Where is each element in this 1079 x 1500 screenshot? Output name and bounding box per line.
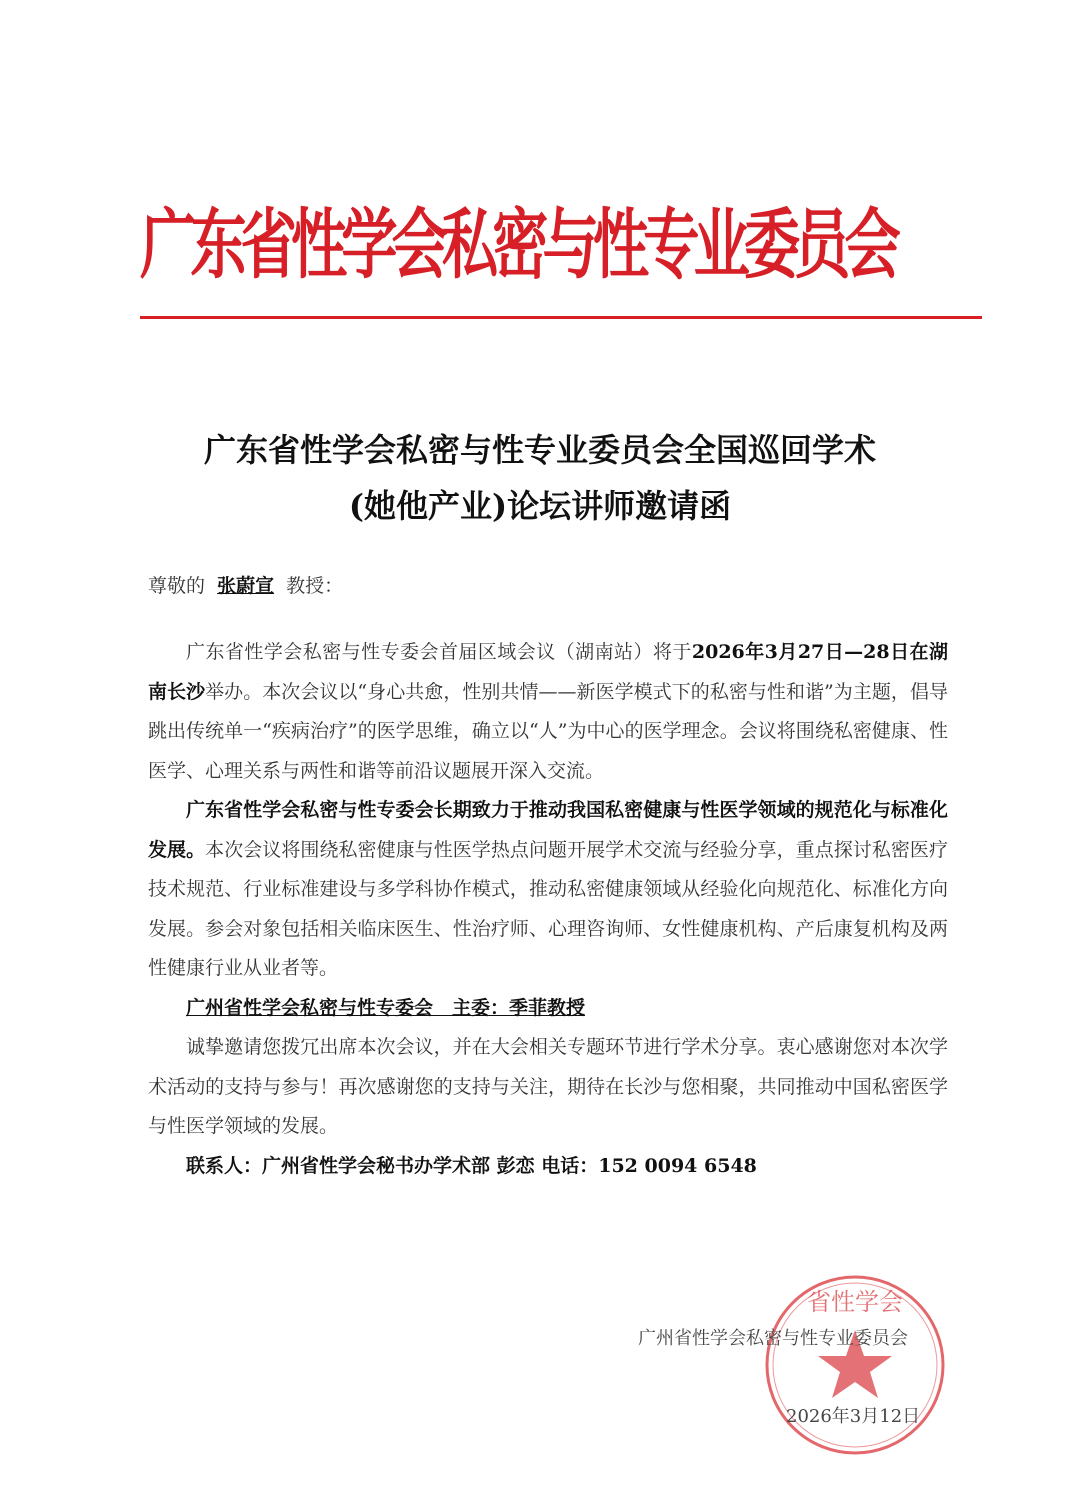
letter-body — [148, 633, 948, 1186]
signature-date: 2026年3月12日 — [786, 1406, 921, 1427]
paragraph-intro-date-location: 2026年3月27日—28日在湖南长沙 — [148, 641, 948, 703]
paragraph-mission-bold: 广东省性学会私密与性专委会长期致力于推动我国私密健康与性医学领域的规范化与标准化发展。 — [148, 799, 948, 861]
paragraph-intro-text-b: 举办。本次会议以“身心共愈，性别共情——新医学模式下的私密与性和谐”为主题，倡导跳出传统单一“疾病治疗”的医学思维，确立以“人”为中心的医学理念。会议将围绕私密健康、性医学、心理关系与两性和谐等前沿议题展开深入交流。 — [148, 680, 948, 782]
recipient-name: 张蔚宣 — [217, 575, 275, 597]
signature-organization: 广州省性学会私密与性专业委员会 — [638, 1328, 908, 1349]
document-title-line-1: 广东省性学会私密与性专业委员会全国巡回学术 — [203, 431, 876, 469]
contact-line — [148, 1147, 948, 1187]
salutation-suffix: 教授： — [286, 575, 344, 597]
salutation-prefix: 尊敬的 — [148, 575, 206, 597]
salutation — [148, 568, 343, 604]
paragraph-invitation: 诚挚邀请您拨冗出席本次会议，并在大会相关专题环节进行学术分享。衷心感谢您对本次学术活动的支持与参与！再次感谢您的支持与关注，期待在长沙与您相聚，共同推动中国私密医学与性医学领域的发展。 — [148, 1036, 948, 1137]
masthead-title: 广东省性学会私密与性专业委员会 — [140, 200, 895, 289]
paragraph-mission — [148, 791, 948, 989]
paragraph-mission-text: 本次会议将围绕私密健康与性医学热点问题开展学术交流与经验分享，重点探讨私密医疗技术规范、行业标准建设与多学科协作模式，推动私密健康领域从经验化向规范化、标准化方向发展。参会对象包括相关临床医生、性治疗师、心理咨询师、女性健康机构、产后康复机构及两性健康行业从业者等。 — [148, 838, 948, 979]
masthead-divider — [140, 316, 982, 319]
official-seal — [760, 1270, 950, 1460]
paragraph-intro — [148, 633, 948, 791]
chair-line-text: 广州省性学会私密与性专委会 主委：季菲教授 — [186, 996, 586, 1019]
paragraph-intro-text-a: 广东省性学会私密与性专委会首届区域会议（湖南站）将于 — [186, 641, 692, 663]
document-title — [100, 422, 980, 534]
contact-line-text: 联系人：广州省性学会秘书办学术部 彭恋 电话：152 0094 6548 — [186, 1154, 757, 1177]
chair-line — [148, 989, 948, 1029]
document-title-line-2: (她他产业)论坛讲师邀请函 — [348, 487, 732, 525]
svg-text:省性学会: 省性学会 — [807, 1288, 903, 1316]
